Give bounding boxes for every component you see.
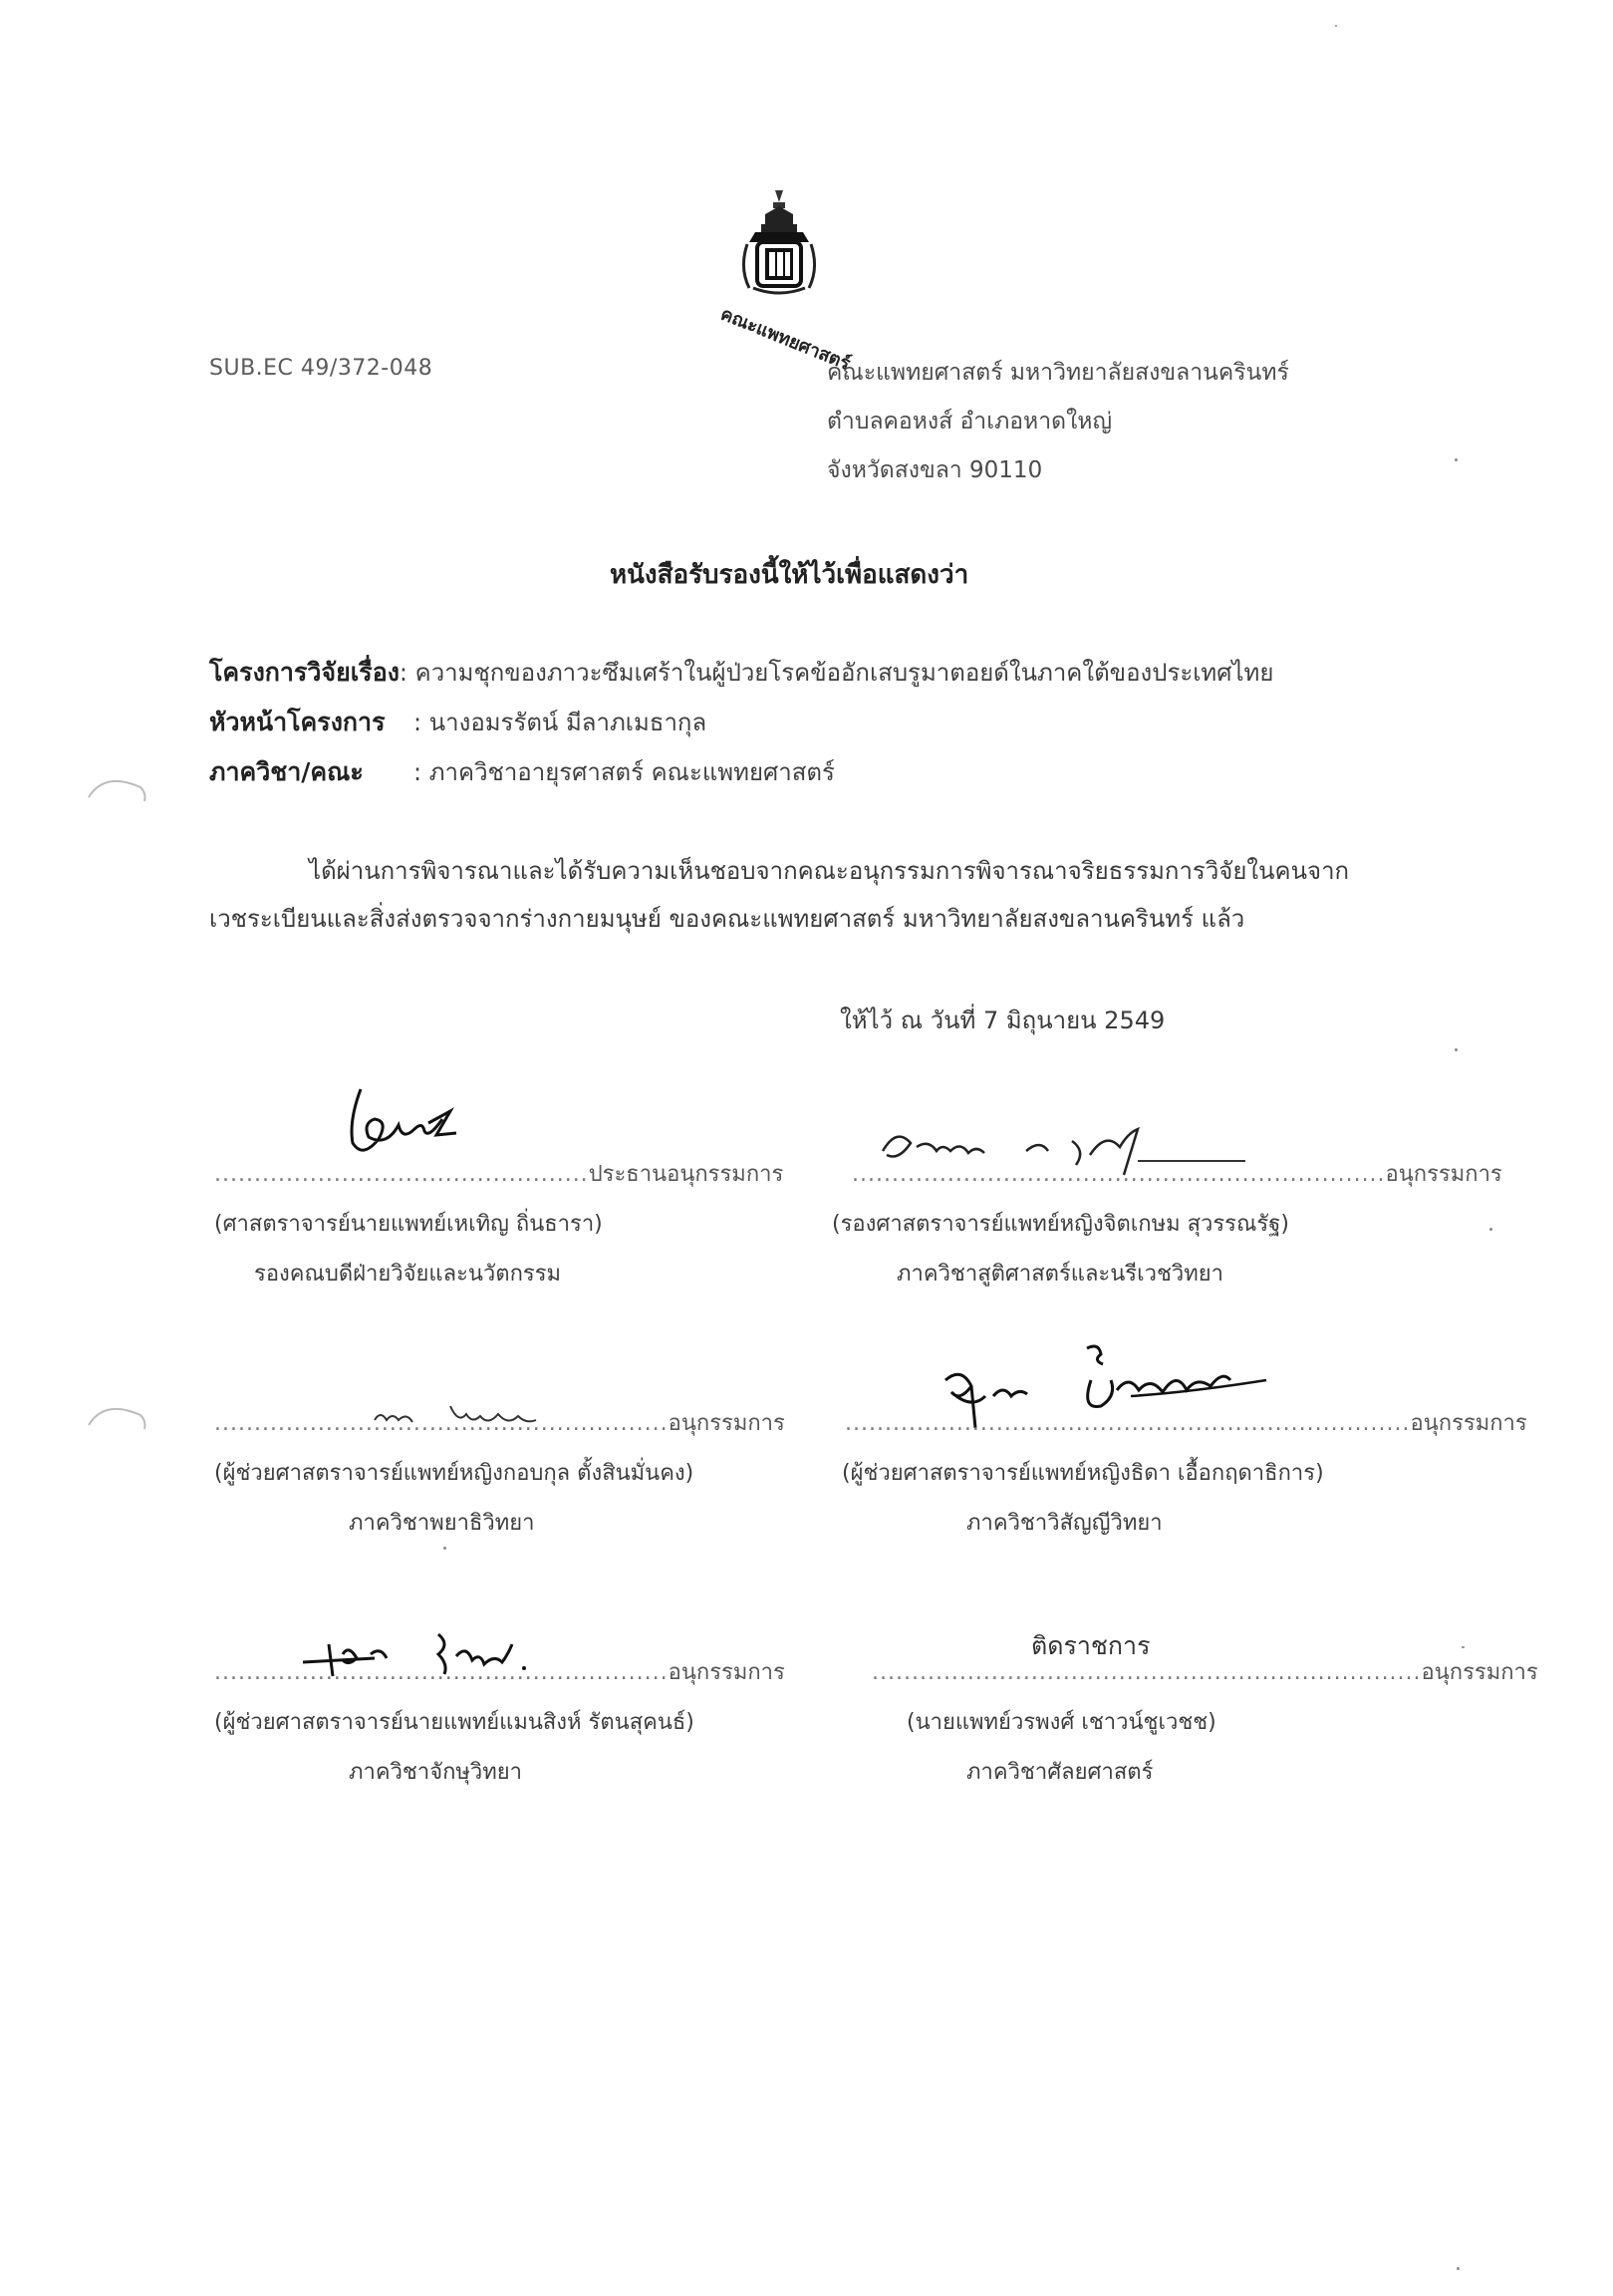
dept-member-4: ภาควิชาวิสัญญีวิทยา [966, 1511, 1163, 1536]
seal-caption: คณะแพทยศาสตร์ [717, 303, 854, 375]
certificate-title: หนังสือรับรองนี้ให้ไว้เพื่อแสดงว่า [610, 560, 969, 590]
approval-line-1: ได้ผ่านการพิจารณาและได้รับความเห็นชอบจากคณะอนุกรรมการพิจารณาจริยธรรมการวิจัยในคนจาก [309, 857, 1350, 885]
scan-speck [1462, 1646, 1465, 1648]
signature-block-member-5: .........................................................อนุกรรมการ [214, 1660, 785, 1685]
role-member-6: อนุกรรมการ [1421, 1660, 1538, 1685]
dept-member-2: ภาควิชาสูติศาสตร์และนรีเวชวิทยา [897, 1262, 1224, 1287]
name-member-5: (ผู้ช่วยศาสตราจารย์นายแพทย์แมนสิงห์ รัตนสุคนธ์) [214, 1710, 694, 1735]
dept-member-5: ภาควิชาจักษุวิทยา [349, 1760, 523, 1785]
punch-hole-mark-1 [85, 767, 154, 817]
signature-block-chair: ...............................................ประธานอนุกรรมการ [214, 1162, 784, 1187]
signature-block-member-4: .......................................................................อนุกรรมการ [845, 1411, 1527, 1436]
project-lead-row [209, 703, 706, 742]
project-dept-row [209, 752, 835, 792]
role-member-4: อนุกรรมการ [1410, 1411, 1527, 1436]
project-dept-label: ภาควิชา/คณะ [209, 757, 364, 786]
scan-speck [1455, 1048, 1458, 1051]
scan-speck [1457, 2267, 1460, 2270]
dept-member-3: ภาควิชาพยาธิวิทยา [349, 1511, 535, 1536]
signature-block-member-2: ...................................................................อนุกรรมการ [852, 1162, 1502, 1187]
signature-block-member-3: .........................................................อนุกรรมการ [214, 1411, 785, 1436]
name-chair: (ศาสตราจารย์นายแพทย์เหเทิญ ถิ่นธารา) [214, 1212, 603, 1237]
name-member-3: (ผู้ช่วยศาสตราจารย์แพทย์หญิงกอบกุล ตั้งสินมั่นคง) [214, 1461, 694, 1486]
scan-speck [1455, 458, 1458, 461]
scan-speck [443, 1547, 446, 1550]
scan-speck [1335, 25, 1337, 27]
address-block [827, 349, 1289, 495]
project-lead-value: : นางอมรรัตน์ มีลาภเมธากุล [413, 709, 707, 736]
reference-number: SUB.EC 49/372-048 [209, 356, 433, 381]
project-title-row [209, 653, 1273, 693]
punch-hole-mark-2 [85, 1395, 154, 1445]
signature-block-member-6: .....................................................................อนุกรรมการ [872, 1660, 1538, 1685]
issued-date: ให้ไว้ ณ วันที่ 7 มิถุนายน 2549 [840, 1006, 1166, 1034]
project-title-value: : ความชุกของภาวะซึมเศร้าในผู้ป่วยโรคข้ออักเสบรูมาตอยด์ในภาคใต้ของประเทศไทย [399, 659, 1274, 687]
role-member-3: อนุกรรมการ [668, 1411, 785, 1436]
scan-speck [1489, 1228, 1492, 1231]
approval-statement [209, 847, 1349, 943]
address-line-3: จังหวัดสงขลา 90110 [827, 457, 1043, 483]
dept-chair: รองคณบดีฝ่ายวิจัยและนวัตกรรม [254, 1262, 562, 1287]
address-line-2: ตำบลคอหงส์ อำเภอหาดใหญ่ [827, 409, 1113, 434]
address-line-1: คณะแพทยศาสตร์ มหาวิทยาลัยสงขลานครินทร์ [827, 360, 1289, 386]
role-chair: ประธานอนุกรรมการ [588, 1162, 784, 1187]
role-member-5: อนุกรรมการ [668, 1660, 785, 1685]
role-member-2: อนุกรรมการ [1385, 1162, 1502, 1187]
name-member-2: (รองศาสตราจารย์แพทย์หญิงจิตเกษม สุวรรณรัฐ) [832, 1212, 1289, 1237]
approval-line-2: เวชระเบียนและสิ่งส่งตรวจจากร่างกายมนุษย์ ของคณะแพทยศาสตร์ มหาวิทยาลัยสงขลานครินทร์ แล้ว [209, 905, 1245, 933]
project-title-label: โครงการวิจัยเรื่อง [209, 658, 400, 687]
project-lead-label: หัวหน้าโครงการ [209, 708, 386, 736]
project-dept-value: : ภาควิชาอายุรศาสตร์ คณะแพทยศาสตร์ [413, 758, 835, 786]
absent-note: ติดราชการ [1031, 1631, 1151, 1660]
name-member-4: (ผู้ช่วยศาสตราจารย์แพทย์หญิงธิดา เอื้อกฤดาธิการ) [842, 1461, 1324, 1486]
dept-member-6: ภาควิชาศัลยศาสตร์ [966, 1760, 1154, 1785]
name-member-6: (นายแพทย์วรพงศ์ เชาวน์ชูเวชช) [907, 1710, 1216, 1735]
signature-chair [339, 1081, 468, 1161]
